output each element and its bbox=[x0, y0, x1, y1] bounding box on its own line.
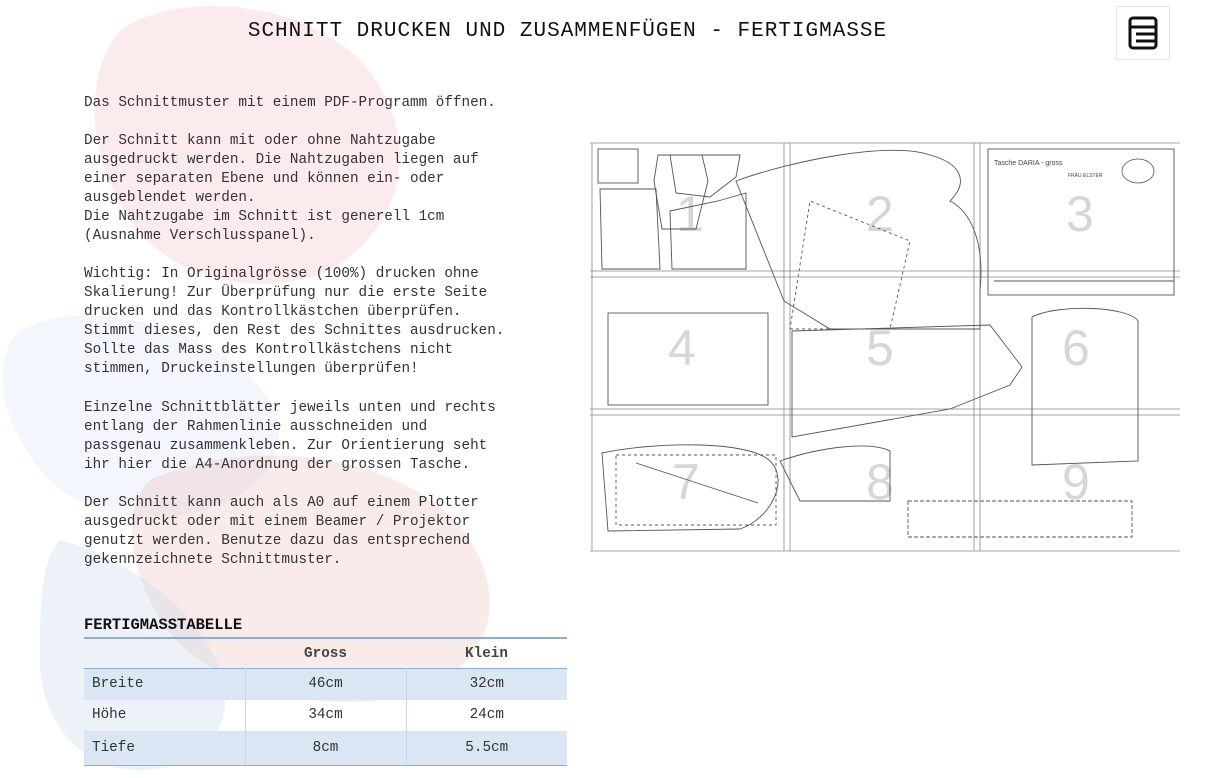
page-number: 8 bbox=[866, 454, 894, 510]
table-header-klein: Klein bbox=[406, 638, 567, 669]
instruction-print-scale: Wichtig: In Originalgrösse (100%) drucken ohne Skalierung! Zur Überprüfung nur die erste Seite drucken und das Kontrollkästchen überprüfen. Stimmt dieses, den Rest des Schnittes ausdrucken. Sollte das Mass des Kontrollkästchens nicht stimmen, Druckeinstellungen überprüfen! bbox=[84, 266, 505, 377]
value-gross: 8cm bbox=[245, 731, 406, 766]
table-row bbox=[84, 669, 567, 700]
page-number: 7 bbox=[672, 454, 700, 510]
instruction-assemble-sheets: Einzelne Schnittblätter jeweils unten und rechts entlang der Rahmenlinie ausschneiden und passgenau zusammenkleben. Zur Orientierung seht ihr hier die A4-Anordnung der grossen Tasche. bbox=[84, 400, 496, 473]
value-klein: 32cm bbox=[469, 676, 504, 693]
menu-lines-icon bbox=[1128, 16, 1158, 50]
table-header-empty bbox=[84, 638, 245, 669]
row-label: Tiefe bbox=[84, 731, 245, 766]
page-number: 4 bbox=[668, 320, 696, 376]
page-number: 9 bbox=[1062, 454, 1090, 510]
logo[interactable] bbox=[1116, 6, 1170, 60]
page-number: 3 bbox=[1066, 186, 1094, 242]
value-klein: 5.5cm bbox=[406, 731, 567, 766]
measurement-table bbox=[84, 637, 567, 766]
row-label: Breite bbox=[84, 669, 245, 700]
value-gross: 34cm bbox=[245, 700, 406, 731]
value-klein: 24cm bbox=[469, 707, 504, 723]
instruction-seam-allowance: Der Schnitt kann mit oder ohne Nahtzugabe ausgedruckt werden. Die Nahtzugaben liegen auf einer separaten Ebene und können ein- oder ausgeblendet werden. Die Nahtzugabe im Schnitt ist generell 1cm (Ausnahme Verschlusspanel). bbox=[84, 133, 479, 244]
table-header-gross: Gross bbox=[245, 638, 406, 669]
instruction-open-pdf: Das Schnittmuster mit einem PDF-Programm öffnen. bbox=[84, 95, 496, 111]
instruction-a0-plotter: Der Schnitt kann auch als A0 auf einem Plotter ausgedruckt oder mit einem Beamer / Projektor genutzt werden. Benutze dazu das entsprechend gekennzeichnete Schnittmuster. bbox=[84, 495, 479, 568]
row-label: Höhe bbox=[84, 700, 245, 731]
table-row bbox=[84, 731, 567, 766]
page-number: 1 bbox=[676, 186, 704, 242]
page-number: 5 bbox=[866, 320, 894, 376]
table-row bbox=[84, 700, 567, 731]
page-number: 2 bbox=[866, 186, 894, 242]
value-gross: 46cm bbox=[245, 669, 406, 700]
brand-label: FRAU ELSTER bbox=[1068, 173, 1103, 179]
page-title: SCHNITT DRUCKEN UND ZUSAMMENFÜGEN - FERTIGMASSE bbox=[247, 20, 888, 43]
sheet-title: Tasche DARIA - gross bbox=[994, 160, 1063, 167]
page-number: 6 bbox=[1062, 320, 1090, 376]
pattern-layout-diagram bbox=[590, 141, 1180, 553]
measurement-table-title: FERTIGMASSTABELLE bbox=[84, 616, 243, 634]
